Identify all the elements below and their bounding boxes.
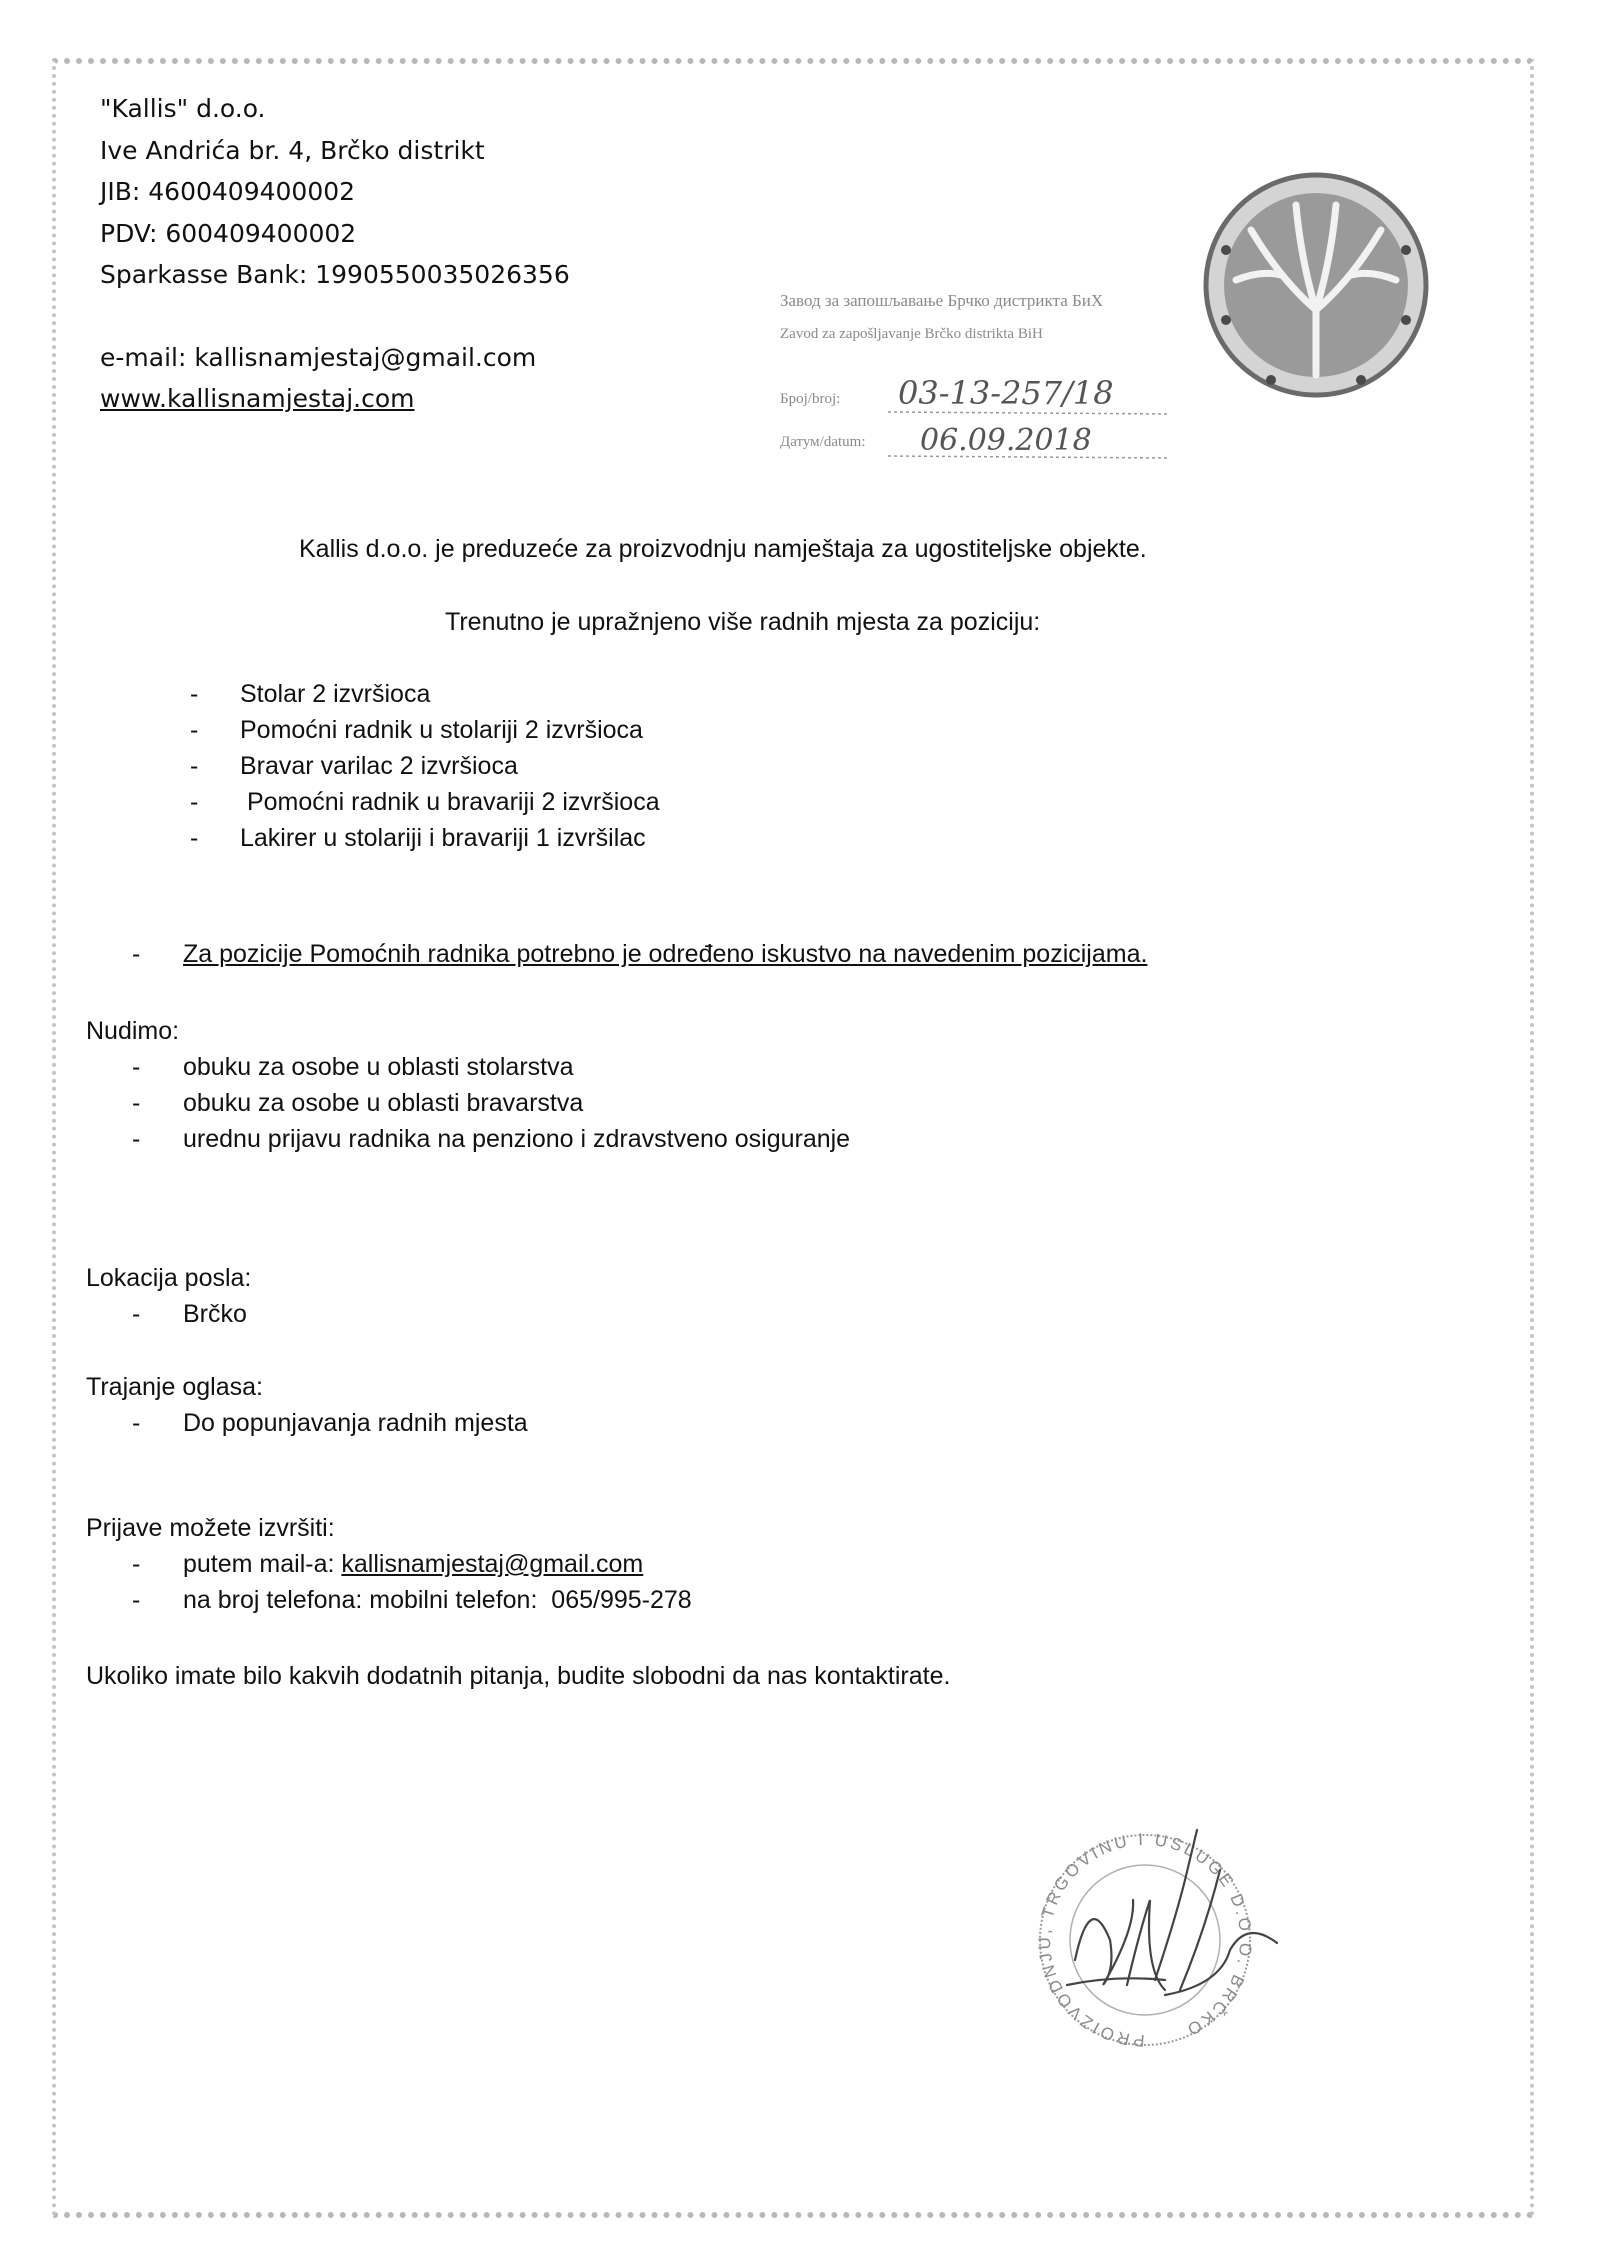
company-website-link[interactable]: www.kallisnamjestaj.com [100, 384, 415, 413]
bullet-dash: - [132, 940, 141, 968]
bullet-dash: - [132, 1089, 141, 1117]
bullet-dash: - [132, 1125, 141, 1153]
company-header [100, 88, 570, 420]
company-jib: JIB: 4600409400002 [100, 177, 356, 206]
position-item: Pomoćni radnik u stolariji 2 izvršioca [240, 716, 643, 744]
requirement-note: Za pozicije Pomoćnih radnika potrebno je određeno iskustvo na navedenim pozicijama. [183, 940, 1148, 968]
company-email: e-mail: kallisnamjestaj@gmail.com [100, 342, 537, 372]
apply-email-link[interactable]: kallisnamjestaj@gmail.com [341, 1550, 644, 1578]
location-heading: Lokacija posla: [86, 1264, 252, 1292]
offer-item: obuku za osobe u oblasti bravarstva [183, 1089, 584, 1117]
apply-heading: Prijave možete izvršiti: [86, 1514, 335, 1542]
bullet-dash: - [190, 752, 199, 780]
registration-stamp [770, 268, 1190, 468]
company-seal [1015, 1810, 1295, 2075]
location-value: Brčko [183, 1300, 247, 1328]
bullet-dash: - [190, 824, 199, 852]
closing-text: Ukoliko imate bilo kakvih dodatnih pitanja, budite slobodni da nas kontaktirate. [86, 1662, 951, 1690]
bullet-dash: - [132, 1409, 141, 1437]
company-pdv: PDV: 600409400002 [100, 218, 357, 248]
bullet-dash: - [190, 680, 199, 708]
intro-text: Kallis d.o.o. je preduzeće za proizvodnju namještaja za ugostiteljske objekte. [299, 535, 1147, 563]
bullet-dash: - [190, 788, 199, 816]
company-logo [1201, 170, 1431, 405]
bullet-dash: - [132, 1300, 141, 1328]
stamp-line2: Zavod za zapošljavanje Brčko distrikta BiH [780, 326, 1043, 342]
stamp-date-label: Датум/datum: [780, 434, 866, 450]
company-bank: Sparkasse Bank: 1990550035026356 [100, 260, 570, 289]
stamp-date-value: 06.09.2018 [920, 423, 1092, 458]
bullet-dash: - [132, 1550, 141, 1578]
position-item: Stolar 2 izvršioca [240, 680, 431, 708]
offer-item: urednu prijavu radnika na penziono i zdravstveno osiguranje [183, 1125, 851, 1153]
position-item: Lakirer u stolariji i bravariji 1 izvršilac [240, 824, 646, 852]
duration-heading: Trajanje oglasa: [86, 1373, 263, 1401]
svg-text:PROIZVODNJU, TRGOVINU I USLUGE [1035, 1830, 1255, 2050]
position-item: Pomoćni radnik u bravariji 2 izvršioca [240, 788, 660, 816]
bullet-dash: - [132, 1053, 141, 1081]
bullet-dash: - [132, 1586, 141, 1614]
apply-phone: na broj telefona: mobilni telefon: 065/995-278 [183, 1586, 692, 1614]
apply-mail-label: putem mail-a: [183, 1550, 342, 1578]
seal-text: PROIZVODNJU, TRGOVINU I USLUGE D.O.O. BRČKO [1034, 1829, 1256, 2051]
stamp-number-label: Број/broj: [780, 391, 841, 407]
company-name: "Kallis" d.o.o. [100, 94, 266, 123]
bullet-dash: - [190, 716, 199, 744]
stamp-number-value: 03-13-257/18 [898, 374, 1114, 412]
offer-item: obuku za osobe u oblasti stolarstva [183, 1053, 574, 1081]
apply-mail-line [183, 1550, 643, 1579]
company-address: Ive Andrića br. 4, Brčko distrikt [100, 135, 485, 165]
offer-heading: Nudimo: [86, 1017, 180, 1045]
vacancy-heading: Trenutno je upražnjeno više radnih mjesta za poziciju: [445, 608, 1041, 636]
duration-value: Do popunjavanja radnih mjesta [183, 1409, 528, 1437]
position-item: Bravar varilac 2 izvršioca [240, 752, 518, 780]
stamp-line1: Завод за запошљавање Брчко дистрикта БиХ [780, 291, 1104, 310]
